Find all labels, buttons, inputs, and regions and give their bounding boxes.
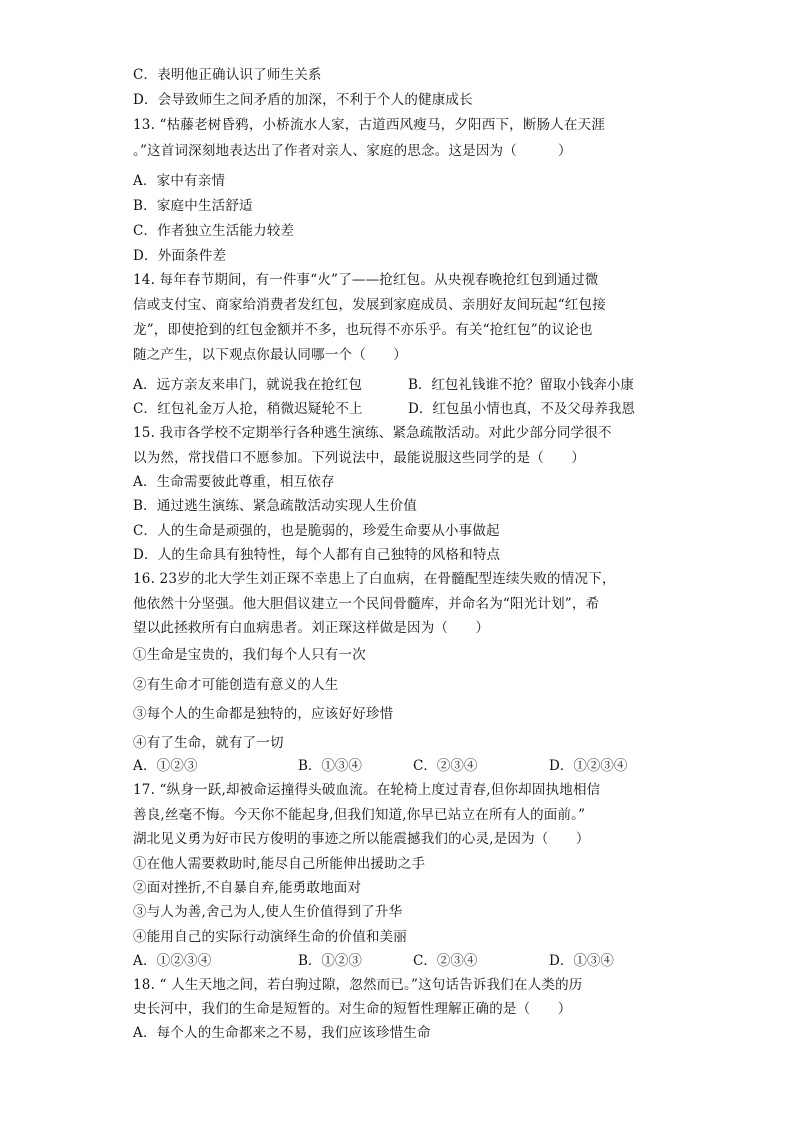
- statement-2: ②面对挫折,不自暴自弃,能勇敢地面对: [133, 880, 362, 896]
- question-14-stem-cont: 信或支付宝、商家给消费者发红包，发展到家庭成员、亲朋好友间玩起“红包接: [133, 297, 606, 313]
- option-c: C．人的生命是顽强的，也是脆弱的，珍爱生命要从小事做起: [133, 523, 500, 539]
- option-c: C．表明他正确认识了师生关系: [133, 67, 322, 83]
- statement-1: ①生命是宝贵的，我们每个人只有一次: [133, 647, 366, 663]
- option-b: B．①②③: [298, 953, 362, 969]
- statement-4: ④能用自己的实际行动演绎生命的价值和美丽: [133, 929, 407, 945]
- option-d: D．①③④: [549, 953, 614, 969]
- option-b: B．通过逃生演练、紧急疏散活动实现人生价值: [133, 498, 418, 514]
- statement-2: ②有生命才可能创造有意义的人生: [133, 677, 339, 693]
- option-c: C．作者独立生活能力较差: [133, 223, 295, 239]
- option-a: A．每个人的生命都来之不易，我们应该珍惜生命: [133, 1025, 431, 1041]
- question-14-stem-cont: 龙”，即使抢到的红包金额并不多，也玩得不亦乐乎。有关“抢红包”的议论也: [133, 322, 593, 338]
- option-d: D．①②③④: [549, 758, 628, 774]
- option-a: A．家中有亲情: [133, 173, 226, 189]
- question-15-stem: 15. 我市各学校不定期举行各种逃生演练、紧急疏散活动。对此少部分同学很不: [133, 425, 612, 441]
- option-a: A．①②③④: [133, 953, 212, 969]
- option-c: C．②③④: [413, 953, 478, 969]
- statement-3: ③与人为善,舍己为人,使人生价值得到了升华: [133, 904, 403, 920]
- question-17-stem-cont: 善良,丝毫不悔。今天你不能起身,但我们知道,你早已站立在所有人的面前。”: [133, 807, 586, 823]
- option-d: D．红包虽小情也真，不及父母养我恩: [408, 401, 635, 417]
- option-a: A．生命需要彼此尊重，相互依存: [133, 474, 335, 490]
- question-13-stem-cont: 。”这首词深刻地表达出了作者对亲人、家庭的思念。这是因为（ ）: [133, 143, 572, 159]
- option-b: B．红包礼钱谁不抢？留取小钱奔小康: [408, 377, 634, 393]
- question-16-stem-cont: 他依然十分坚强。他大胆倡议建立一个民间骨髓库，并命名为“阳光计划”，希: [133, 596, 600, 612]
- statement-3: ③每个人的生命都是独特的，应该好好珍惜: [133, 706, 394, 722]
- question-16-stem: 16. 23岁的北大学生刘正琛不幸患上了白血病，在骨髓配型连续失败的情况下，: [133, 571, 616, 587]
- question-15-stem-cont: 以为然，常找借口不愿参加。下列说法中，最能说服这些同学的是（ ）: [133, 450, 586, 466]
- question-14-stem-cont: 随之产生，以下观点你最认同哪一个（ ）: [133, 347, 407, 363]
- option-b: B．家庭中生活舒适: [133, 198, 253, 214]
- statement-1: ①在他人需要救助时,能尽自己所能伸出援助之手: [133, 856, 426, 872]
- option-a: A．①②③: [133, 758, 198, 774]
- question-13-stem: 13. “枯藤老树昏鸦，小桥流水人家，古道西风瘦马，夕阳西下，断肠人在天涯: [133, 117, 606, 133]
- option-d: D．会导致师生之间矛盾的加深，不利于个人的健康成长: [133, 92, 473, 108]
- question-17-stem: 17. “纵身一跃,却被命运撞得头破血流。在轮椅上度过青春,但你却固执地相信: [133, 782, 601, 798]
- option-c: C．②③④: [413, 758, 478, 774]
- option-c: C．红包礼金万人抢，稍微迟疑轮不上: [133, 401, 363, 417]
- question-18-stem: 18. “ 人生天地之间，若白驹过隙，忽然而已。”这句话告诉我们在人类的历: [133, 977, 583, 993]
- statement-4: ④有了生命，就有了一切: [133, 735, 284, 751]
- option-b: B．①③④: [298, 758, 362, 774]
- question-18-stem-cont: 史长河中，我们的生命是短暂的。对生命的短暂性理解正确的是（ ）: [133, 1001, 572, 1017]
- question-17-stem-cont: 湖北见义勇为好市民方俊明的事迹之所以能震撼我们的心灵,是因为（ ）: [133, 831, 590, 847]
- question-16-stem-cont: 望以此拯救所有白血病患者。刘正琛这样做是因为（ ）: [133, 620, 490, 636]
- option-d: D．外面条件差: [133, 248, 227, 264]
- option-d: D．人的生命具有独特性，每个人都有自己独特的风格和特点: [133, 547, 501, 563]
- question-14-stem: 14. 每年春节期间，有一件事“火”了——抢红包。从央视春晚抢红包到通过微: [133, 272, 599, 288]
- option-a: A．远方亲友来串门，就说我在抢红包: [133, 377, 363, 393]
